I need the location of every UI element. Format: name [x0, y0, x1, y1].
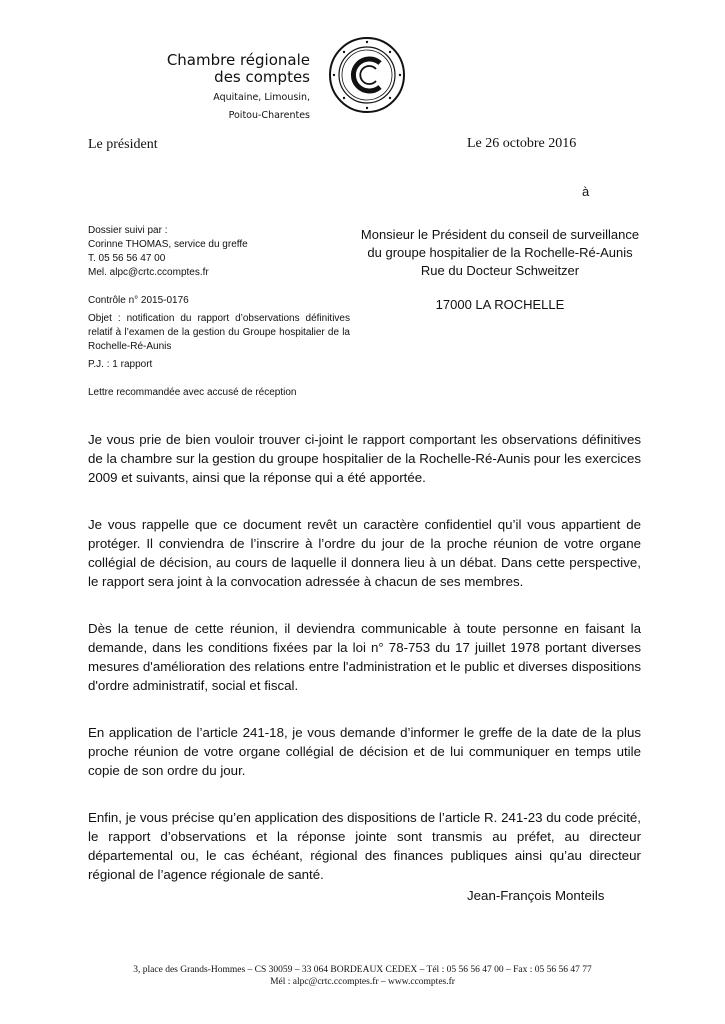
dossier-block [88, 224, 350, 400]
paragraph: Je vous prie de bien vouloir trouver ci-joint le rapport comportant les observations définitives de la chambre sur la gestion du groupe hospitalier de la Rochelle-Ré-Aunis pour les exercices 2009 et suivants, ainsi que la réponse qui a été apportée. [88, 432, 641, 485]
objet: Objet : notification du rapport d’observations définitives relatif à l’examen de la gestion du Groupe hospitalier de la Rochelle-Ré-Aunis [88, 313, 350, 352]
recipient-line-3: Rue du Docteur Schweitzer [420, 263, 580, 278]
sender-title: Le président [88, 137, 158, 152]
dossier-mail: Mel. alpc@crtc.ccomptes.fr [88, 267, 209, 278]
pieces-jointes: P.J. : 1 rapport [88, 359, 153, 370]
dossier-phone: T. 05 56 56 47 00 [88, 253, 166, 264]
org-line-2: des comptes [214, 68, 310, 86]
footer-line-2: Mél : alpc@crtc.ccomptes.fr – www.ccomptes.fr [270, 977, 455, 987]
recipient-city: 17000 LA ROCHELLE [435, 297, 565, 312]
dossier-label: Dossier suivi par : [88, 225, 168, 236]
footer-line-1: 3, place des Grands-Hommes – CS 30059 – 33 064 BORDEAUX CEDEX – Tél : 05 56 56 47 00 – Fax : 05 56 56 47 77 [133, 965, 592, 975]
paragraph: Je vous rappelle que ce document revêt un caractère confidentiel qu’il vous appartient de protéger. Il conviendra de l’inscrire à l’ordre du jour de la proche réunion de votre organe collégial de décision, au cours de laquelle il donnera lieu à un débat. Dans cette perspective, le rapport sera joint à la convocation adressée à chacun de ses membres. [88, 517, 641, 589]
letter-date: Le 26 octobre 2016 [467, 136, 577, 151]
region-line-2: Poitou-Charentes [228, 110, 310, 121]
organization-name [150, 52, 310, 122]
recipient-line-1: Monsieur le Président du conseil de surveillance [360, 227, 640, 242]
paragraph: En application de l’article 241-18, je vous demande d’informer le greffe de la date de la plus proche réunion de votre organe collégial de décision et de lui communiquer en temps utile copie de son ordre du jour. [88, 725, 641, 778]
region-line-1: Aquitaine, Limousin, [213, 92, 310, 103]
org-line-1: Chambre régionale [166, 51, 310, 69]
paragraph: Dès la tenue de cette réunion, il deviendra communicable à toute personne en faisant la demande, dans les conditions fixées par la loi n° 78-753 du 17 juillet 1978 portant diverses mesures d'amélioration des relations entre l'administration et le public et diverses dispositions d'ordre administratif, social et fiscal. [88, 621, 641, 693]
to-marker: à [582, 184, 590, 199]
recipient-line-2: du groupe hospitalier de la Rochelle-Ré-Aunis [367, 245, 633, 260]
paragraph: Enfin, je vous précise qu’en application des dispositions de l’article R. 241-23 du code précité, le rapport d’observations et la réponse jointe sont transmis au préfet, au directeur départemental ou, le cas échéant, régional des finances publiques ainsi qu’au directeur régional de l’agence régionale de santé. [88, 810, 641, 882]
controle-number: Contrôle n° 2015-0176 [88, 295, 189, 306]
lettre-recommandee: Lettre recommandée avec accusé de réception [88, 387, 297, 398]
recipient-address [358, 226, 642, 314]
ccomptes-seal-logo [328, 36, 406, 114]
signature-name: Jean-François Monteils [467, 888, 605, 903]
letter-body [88, 430, 641, 912]
dossier-name: Corinne THOMAS, service du greffe [88, 239, 248, 250]
footer [80, 964, 645, 988]
